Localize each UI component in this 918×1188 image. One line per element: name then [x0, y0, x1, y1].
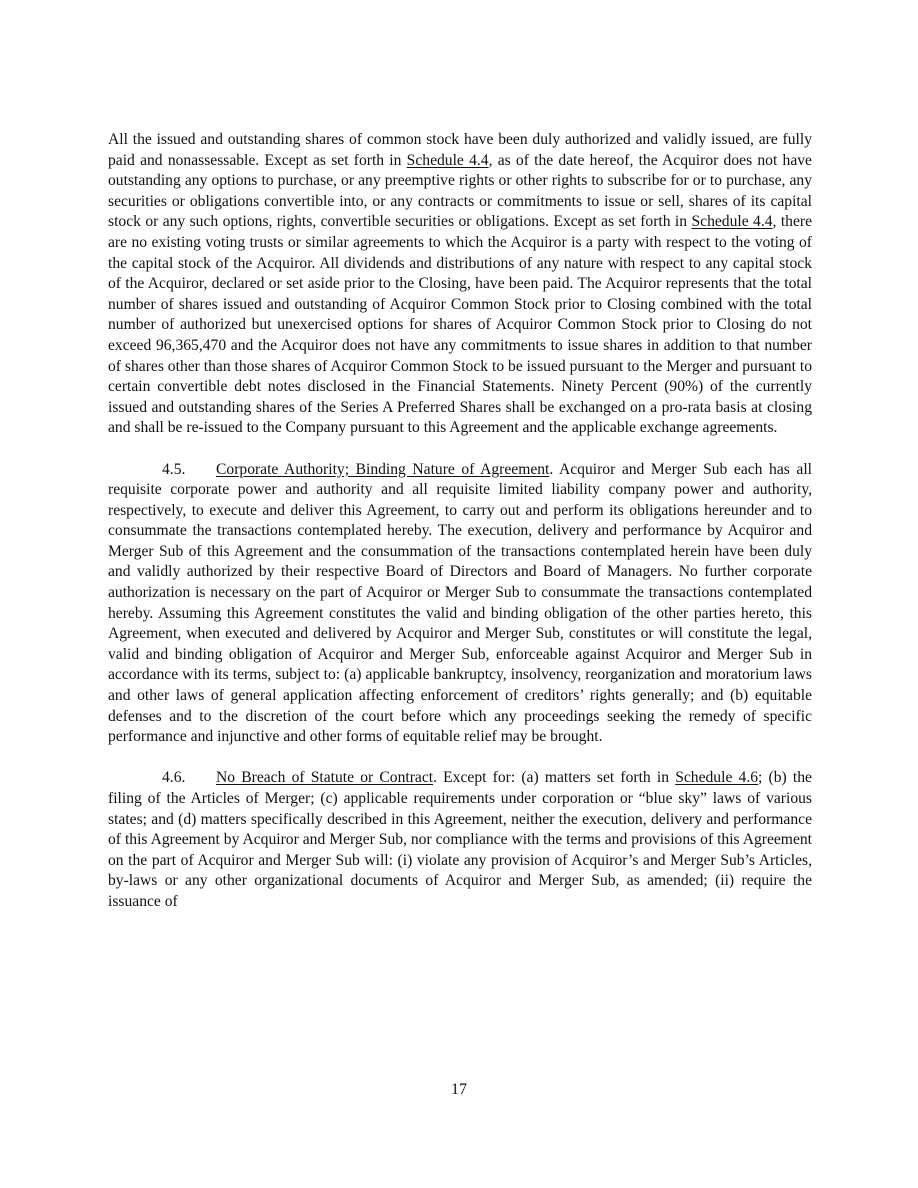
section-number: 4.6.: [162, 769, 186, 787]
schedule-reference: Schedule 4.4: [406, 151, 489, 169]
section-body: . Except for: (a) matters set forth in: [433, 769, 676, 787]
section-4-6: [108, 768, 812, 912]
paragraph-text: , there are no existing voting trusts or similar agreements to which the Acquiror is a party with respect to the voting of the capital stock of the Acquiror. All dividends and distributions of any nature with respect to any capital stock of the Acquiror, declared or set aside prior to the Closing, have been paid. The Acquiror represents that the total number of shares issued and outstanding of Acquiror Common Stock prior to Closing combined with the total number of authorized but unexercised options for shares of Acquiror Common Stock prior to Closing do not exceed 96,365,470 and the Acquiror does not have any commitments to issue shares in addition to that number of shares other than those shares of Acquiror Common Stock to be issued pursuant to the Merger and pursuant to certain convertible debt notes disclosed in the Financial Statements. Ninety Percent (90%) of the currently issued and outstanding shares of the Series A Preferred Shares shall be exchanged on a pro-rata basis at closing and shall be re-issued to the Company pursuant to this Agreement and the applicable exchange agreements.: [108, 213, 812, 437]
schedule-reference: Schedule 4.6: [675, 769, 759, 787]
section-4-5: [108, 460, 812, 748]
schedule-reference: Schedule 4.4: [691, 213, 773, 231]
section-heading: No Breach of Statute or Contract: [216, 769, 434, 787]
paragraph-text: , as of the date hereof, the Acquiror does not have outstanding any options to purchase, or any preemptive rights or other rights to subscribe for or to purchase, any securities or obligations convertible into, or any contracts or commitments to issue or sell, shares of its capital stock or any such options, rights, convertible securities or obligations. Except as set forth in: [108, 151, 812, 231]
document-page: [108, 130, 812, 913]
section-number: 4.5.: [162, 460, 186, 478]
paragraph-text: All the issued and outstanding shares of common stock have been duly authorized and validly issued, are fully paid and nonassessable. Except as set forth in: [108, 131, 812, 169]
section-heading: Corporate Authority; Binding Nature of Agreement: [216, 460, 550, 478]
section-body: ; (b) the filing of the Articles of Merger; (c) applicable requirements under corporation or “blue sky” laws of various states; and (d) matters specifically described in this Agreement, neither the execution, delivery and performance of this Agreement by Acquiror and Merger Sub, nor compliance with the terms and provisions of this Agreement on the part of Acquiror and Merger Sub will: (i) violate any provision of Acquiror’s and Merger Sub’s Articles, by-laws or any other organizational documents of Acquiror and Merger Sub, as amended; (ii) require the issuance of: [108, 769, 812, 910]
page-number: 17: [451, 1081, 467, 1098]
paragraph-4-4-continued: [108, 130, 812, 439]
section-body: . Acquiror and Merger Sub each has all requisite corporate power and authority and all requisite limited liability company power and authority, respectively, to execute and deliver this Agreement, to carry out and perform its obligations hereunder and to consummate the transactions contemplated hereby. The execution, delivery and performance by Acquiror and Merger Sub of this Agreement and the consummation of the transactions contemplated herein have been duly and validly authorized by their respective Board of Directors and Board of Managers. No further corporate authorization is necessary on the part of Acquiror or Merger Sub to consummate the transactions contemplated hereby. Assuming this Agreement constitutes the valid and binding obligation of the other parties hereto, this Agreement, when executed and delivered by Acquiror and Merger Sub, constitutes or will constitute the legal, valid and binding obligation of Acquiror and Merger Sub, enforceable against Acquiror and Merger Sub in accordance with its terms, subject to: (a) applicable bankruptcy, insolvency, reorganization and moratorium laws and other laws of general application affecting enforcement of creditors’ rights generally; and (b) equitable defenses and to the discretion of the court before which any proceedings seeking the remedy of specific performance and injunctive and other forms of equitable relief may be brought.: [108, 460, 812, 746]
